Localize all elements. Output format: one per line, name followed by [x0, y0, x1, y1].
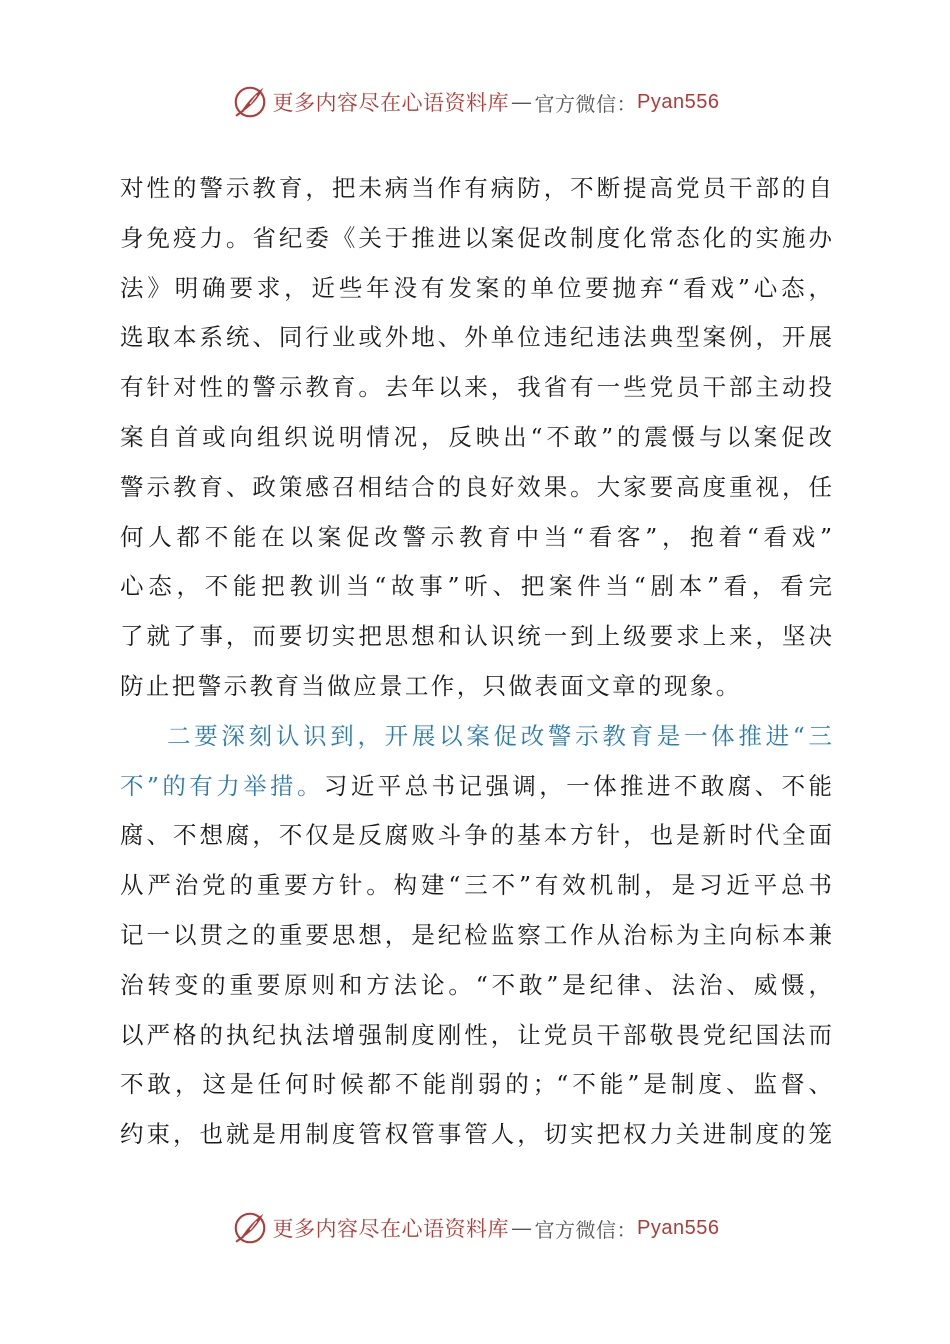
header-banner: [0, 77, 950, 127]
body-line: 了就了事，而要切实把思想和认识统一到上级要求上来，坚决: [120, 622, 832, 651]
body-line: 不敢，这是任何时候都不能削弱的；“不能”是制度、监督、: [120, 1070, 832, 1099]
body-line: 选取本系统、同行业或外地、外单位违纪违法典型案例，开展: [120, 323, 832, 352]
body-line: 心态，不能把教训当“故事”听、把案件当“剧本”看，看完: [120, 572, 832, 601]
body-line: 何人都不能在以案促改警示教育中当“看客”，抱着“看戏”: [120, 522, 832, 551]
document-body: [120, 164, 832, 1160]
body-line: 以严格的执纪执法增强制度刚性，让党员干部敬畏党纪国法而: [120, 1020, 832, 1049]
footer-brand-text: 更多内容尽在心语资料库: [272, 1217, 510, 1241]
paragraph2-heading-part2: 不”的有力举措。: [120, 771, 324, 800]
paragraph2-heading-part1: 二要深刻认识到，开展以案促改警示教育是一体推进“三: [167, 721, 832, 750]
body-line: 案自首或向组织说明情况，反映出“不敢”的震慑与以案促改: [120, 422, 832, 451]
body-line: 从严治党的重要方针。构建“三不”有效机制，是习近平总书: [120, 871, 832, 900]
body-line: 身免疫力。省纪委《关于推进以案促改制度化常态化的实施办: [120, 223, 832, 252]
body-line: 防止把警示教育当做应景工作，只做表面文章的现象。: [120, 671, 742, 700]
body-line: 警示教育、政策感召相结合的良好效果。大家要高度重视，任: [120, 472, 832, 501]
header-brand-text: 更多内容尽在心语资料库: [272, 91, 510, 115]
body-line: 约束，也就是用制度管权管事管人，切实把权力关进制度的笼: [120, 1120, 832, 1149]
paragraph2-second-line: [120, 762, 832, 812]
footer-dash: —: [511, 1216, 533, 1240]
body-line: 腐、不想腐，不仅是反腐败斗争的基本方针，也是新时代全面: [120, 821, 832, 850]
body-line: 有针对性的警示教育。去年以来，我省有一些党员干部主动投: [120, 373, 832, 402]
body-line: 记一以贯之的重要思想，是纪检监察工作从治标为主向标本兼: [120, 920, 832, 949]
quill-pen-logo-icon: [231, 83, 269, 121]
footer-official-label: 官方微信：: [534, 1217, 638, 1242]
header-official-label: 官方微信：: [534, 91, 638, 116]
quill-pen-logo-icon: [231, 1209, 269, 1247]
body-line: 治转变的重要原则和方法论。“不敢”是纪律、法治、威慑，: [120, 970, 832, 999]
header-wechat-id: Pyan556: [637, 90, 720, 113]
footer-wechat-id: Pyan556: [637, 1216, 720, 1239]
paragraph2-first-line: [120, 712, 832, 762]
body-line: 对性的警示教育，把未病当作有病防，不断提高党员干部的自: [120, 174, 832, 202]
footer-banner: [0, 1203, 950, 1253]
header-dash: —: [511, 90, 533, 114]
body-line: 法》明确要求，近些年没有发案的单位要抛弃“看戏”心态，: [120, 273, 832, 302]
paragraph2-second-line-rest: 习近平总书记强调，一体推进不敢腐、不能: [323, 771, 832, 800]
